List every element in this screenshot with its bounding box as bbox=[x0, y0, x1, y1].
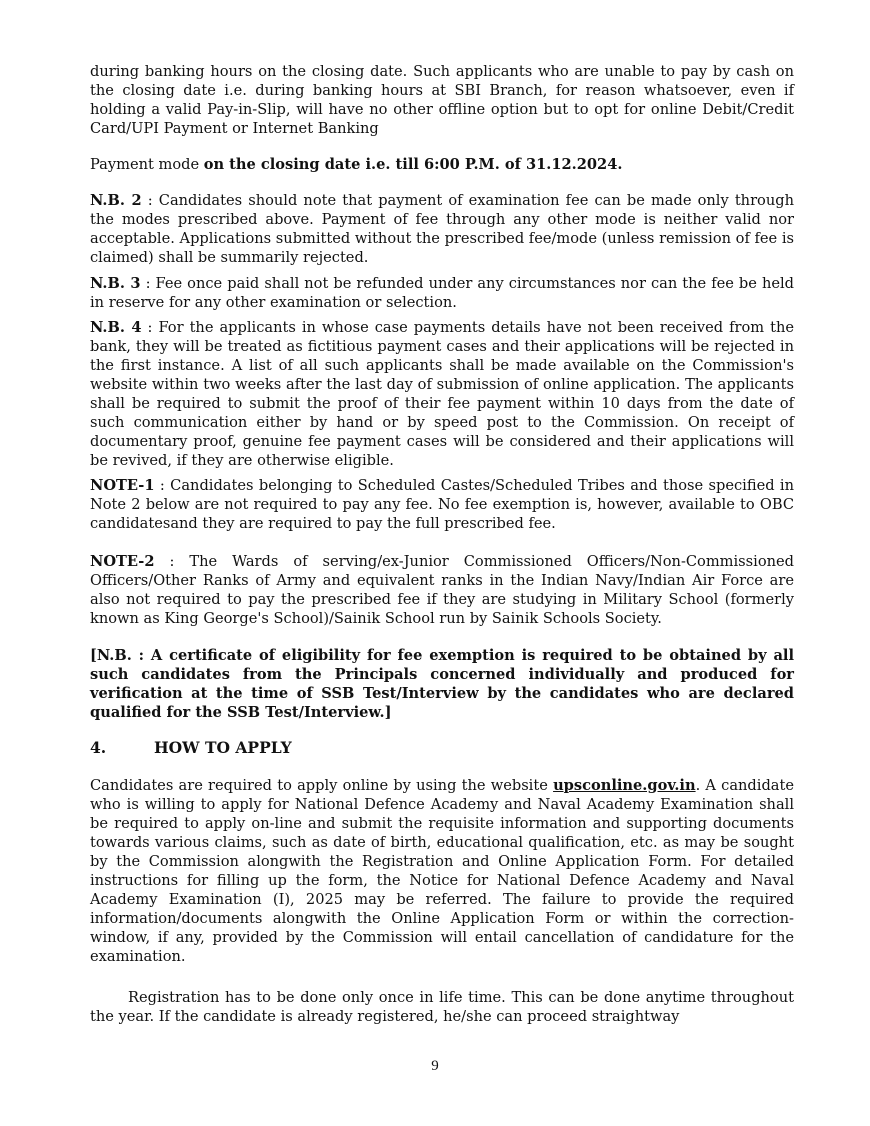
paragraph-banking-hours: during banking hours on the closing date. Such applicants who are unable to pay by cash on the closing date i.e. during banking hours at SBI Branch, for reason whatsoever, even if holding a valid Pay-in-Slip, will have no other offline option but to opt for online Debit/Credit Card/UPI Payment or Internet Banking bbox=[90, 63, 794, 137]
nb2-label: N.B. 2 bbox=[90, 192, 142, 209]
paragraph-payment-mode bbox=[90, 155, 794, 174]
section-heading bbox=[90, 738, 292, 757]
section-title: HOW TO APPLY bbox=[154, 738, 292, 757]
section-number: 4. bbox=[90, 738, 107, 757]
nb3-label: N.B. 3 bbox=[90, 275, 141, 292]
paragraph-nb2 bbox=[90, 191, 794, 267]
payment-mode-text: Payment mode bbox=[90, 156, 204, 173]
website-link[interactable]: upsconline.gov.in bbox=[553, 777, 696, 794]
nb3-text: : Fee once paid shall not be refunded under any circumstances nor can the fee be held in reserve for any other examination or selection. bbox=[90, 275, 795, 311]
paragraph-how-to-apply bbox=[90, 776, 794, 966]
nb4-text: : For the applicants in whose case payments details have not been received from the bank, they will be treated as fictitious payment cases and their applications will be rejected in the first instance. A list of all such applicants shall be made available on the Commission's website within two weeks after the last day of submission of online application. The applicants shall be required to submit the proof of their fee payment within 10 days from the date of such communication either by hand or by speed post to the Commission. On receipt of documentary proof, genuine fee payment cases will be considered and their applications will be revived, if they are otherwise eligible. bbox=[90, 319, 794, 469]
nb4-label: N.B. 4 bbox=[90, 319, 142, 336]
paragraph-certificate-note: [N.B. : A certificate of eligibility for fee exemption is required to be obtained by all such candidates from the Principals concerned individually and produced for verification at the time of SSB Test/Interview by the candidates who are declared qualified for the SSB Test/Interview.] bbox=[90, 647, 794, 721]
paragraph-nb4 bbox=[90, 318, 794, 470]
note1-label: NOTE-1 bbox=[90, 477, 155, 494]
paragraph-note1 bbox=[90, 476, 794, 533]
note2-text: : The Wards of serving/ex-Junior Commissioned Officers/Non-Commissioned Officers/Other Ranks of Army and equivalent ranks in the Indian Navy/Indian Air Force are also not required to pay the prescribed fee if they are studying in Military School (formerly known as King George's School)/Sainik School run by Sainik Schools Society. bbox=[90, 553, 794, 627]
note2-label: NOTE-2 bbox=[90, 553, 155, 570]
paragraph-nb3 bbox=[90, 274, 794, 312]
paragraph-note2 bbox=[90, 552, 794, 628]
apply-text-before: Candidates are required to apply online by using the website bbox=[90, 777, 554, 794]
paragraph-registration: Registration has to be done only once in life time. This can be done anytime throughout the year. If the candidate is already registered, he/she can proceed straightway bbox=[90, 989, 794, 1025]
payment-mode-deadline: on the closing date i.e. till 6:00 P.M. of 31.12.2024. bbox=[203, 156, 623, 173]
page-number: 9 bbox=[431, 1058, 439, 1074]
note1-text: : Candidates belonging to Scheduled Castes/Scheduled Tribes and those specified in Note 2 below are not required to pay any fee. No fee exemption is, however, available to OBC candidatesand they are required to pay the full prescribed fee. bbox=[90, 477, 794, 532]
nb2-text: : Candidates should note that payment of examination fee can be made only through the modes prescribed above. Payment of fee through any other mode is neither valid nor acceptable. Applications submitted without the prescribed fee/mode (unless remission of fee is claimed) shall be summarily rejected. bbox=[90, 192, 794, 266]
apply-text-after: . A candidate who is willing to apply for National Defence Academy and Naval Academy Examination shall be required to apply on-line and submit the requisite information and supporting documents towards various claims, such as date of birth, educational qualification, etc. as may be sought by the Commission alongwith the Registration and Online Application Form. For detailed instructions for filling up the form, the Notice for National Defence Academy and Naval Academy Examination (I), 2025 may be referred. The failure to provide the required information/documents alongwith the Online Application Form or within the correction-window, if any, provided by the Commission will entail cancellation of candidature for the examination. bbox=[90, 777, 794, 965]
